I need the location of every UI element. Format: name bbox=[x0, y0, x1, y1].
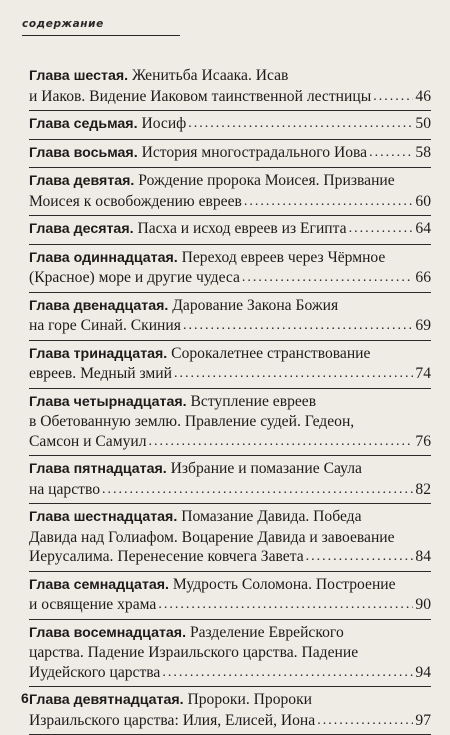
leader-dots bbox=[162, 663, 413, 683]
chapter-title-continued: и Иаков. Видение Иаковом таинственной лестницы bbox=[29, 87, 372, 105]
chapter-title-continued: Самсон и Самуил bbox=[29, 432, 147, 450]
chapter-heading: Глава десятая. bbox=[29, 221, 134, 237]
chapter-heading: Глава пятнадцатая. bbox=[29, 461, 167, 477]
chapter-title-continued: и освящение храма bbox=[29, 596, 157, 613]
chapter-title: Переход евреев через Чёрмное bbox=[181, 248, 386, 266]
toc-entry bbox=[29, 111, 431, 140]
chapter-title-continued: Моисея к освобождению евреев bbox=[29, 192, 242, 210]
leader-dots bbox=[349, 219, 414, 240]
toc-entry bbox=[29, 389, 431, 457]
chapter-title-continued: евреев. Медный змий bbox=[29, 365, 172, 382]
page-reference: 66 bbox=[415, 269, 431, 286]
page-reference: 69 bbox=[415, 317, 431, 334]
toc-entry bbox=[29, 216, 431, 245]
leader-dots bbox=[242, 268, 413, 288]
chapter-heading: Глава четырнадцатая. bbox=[29, 393, 187, 410]
chapter-title: Пророки. Пророки bbox=[187, 691, 313, 708]
page-reference: 84 bbox=[415, 548, 431, 565]
page-reference: 76 bbox=[415, 432, 431, 450]
chapter-heading: Глава девятнадцатая. bbox=[29, 692, 184, 708]
chapter-title: Помазание Давида. Победа bbox=[181, 508, 362, 525]
page-reference: 74 bbox=[415, 365, 431, 382]
chapter-title: Мудрость Соломона. Построение bbox=[172, 575, 396, 593]
chapter-title: Иосиф bbox=[141, 115, 187, 132]
chapter-heading: Глава седьмая. bbox=[29, 116, 138, 132]
chapter-title-continued: Иудейского царства bbox=[29, 663, 161, 681]
page-reference: 64 bbox=[415, 220, 431, 237]
chapter-heading: Глава шестая. bbox=[29, 68, 129, 84]
chapter-heading: Глава семнадцатая. bbox=[29, 576, 170, 593]
chapter-title-continued: на горе Синай. Скиния bbox=[29, 317, 181, 334]
chapter-title-continued: Иерусалима. Перенесение ковчега Завета bbox=[29, 548, 304, 565]
toc-entry bbox=[29, 140, 431, 169]
page-reference: 60 bbox=[415, 192, 431, 210]
toc-entry bbox=[29, 620, 431, 688]
leader-dots bbox=[373, 87, 413, 107]
page-reference: 58 bbox=[415, 143, 431, 161]
leader-dots bbox=[174, 364, 413, 384]
leader-dots bbox=[244, 192, 414, 212]
leader-dots bbox=[317, 711, 413, 731]
chapter-title: Сорокалетнее странствование bbox=[171, 344, 371, 362]
chapter-title-continued: на царство bbox=[29, 480, 101, 498]
chapter-title-continued: Израильского царства: Илия, Елисей, Иона bbox=[29, 711, 316, 729]
chapter-title: Женитьба Исаака. Исав bbox=[132, 67, 289, 84]
leader-dots bbox=[149, 432, 414, 452]
chapter-heading: Глава двенадцатая. bbox=[29, 297, 169, 314]
toc-entry bbox=[29, 341, 431, 389]
page-reference: 90 bbox=[415, 596, 431, 613]
page-reference: 50 bbox=[415, 115, 431, 132]
chapter-title-continued: в Обетованную землю. Правление судей. Гедеон, bbox=[29, 413, 355, 430]
page-reference: 82 bbox=[415, 480, 431, 498]
chapter-title: Пасха и исход евреев из Египта bbox=[137, 220, 347, 237]
chapter-heading: Глава шестнадцатая. bbox=[29, 509, 178, 525]
toc-entry bbox=[29, 293, 431, 341]
leader-dots bbox=[158, 595, 413, 615]
chapter-heading: Глава одиннадцатая. bbox=[29, 249, 178, 266]
page-number: 6 bbox=[21, 690, 29, 706]
chapter-heading: Глава девятая. bbox=[29, 173, 135, 189]
leader-dots bbox=[306, 547, 414, 567]
chapter-title: История многострадального Иова bbox=[141, 143, 368, 161]
chapter-title-continued: Давида над Голиафом. Воцарение Давида и завоевание bbox=[29, 528, 395, 546]
chapter-heading: Глава тринадцатая. bbox=[29, 345, 168, 362]
leader-dots bbox=[188, 114, 413, 135]
page-reference: 94 bbox=[415, 663, 431, 681]
table-of-contents bbox=[29, 66, 431, 735]
toc-entry bbox=[29, 245, 431, 293]
chapter-title-continued: (Красное) море и другие чудеса bbox=[29, 269, 240, 286]
chapter-heading: Глава восемнадцатая. bbox=[29, 624, 187, 641]
toc-entry bbox=[29, 456, 431, 504]
leader-dots bbox=[102, 480, 413, 500]
toc-entry bbox=[29, 168, 431, 216]
page-reference: 46 bbox=[415, 87, 431, 105]
leader-dots bbox=[183, 316, 413, 336]
chapter-title: Избрание и помазание Саула bbox=[170, 460, 362, 477]
toc-entry bbox=[29, 66, 431, 111]
page-reference: 97 bbox=[415, 711, 431, 729]
chapter-title-continued: царства. Падение Израильского царства. Падение bbox=[29, 644, 359, 661]
chapter-heading: Глава восьмая. bbox=[29, 144, 138, 161]
chapter-title: Дарование Закона Божия bbox=[172, 296, 339, 314]
section-header: содержание bbox=[22, 18, 180, 36]
chapter-title: Вступление евреев bbox=[190, 392, 317, 410]
chapter-title: Разделение Еврейского bbox=[189, 623, 344, 641]
toc-entry bbox=[29, 572, 431, 620]
toc-entry bbox=[29, 504, 431, 572]
leader-dots bbox=[369, 143, 413, 164]
chapter-title: Рождение пророка Моисея. Призвание bbox=[138, 172, 395, 189]
toc-entry bbox=[29, 687, 431, 735]
